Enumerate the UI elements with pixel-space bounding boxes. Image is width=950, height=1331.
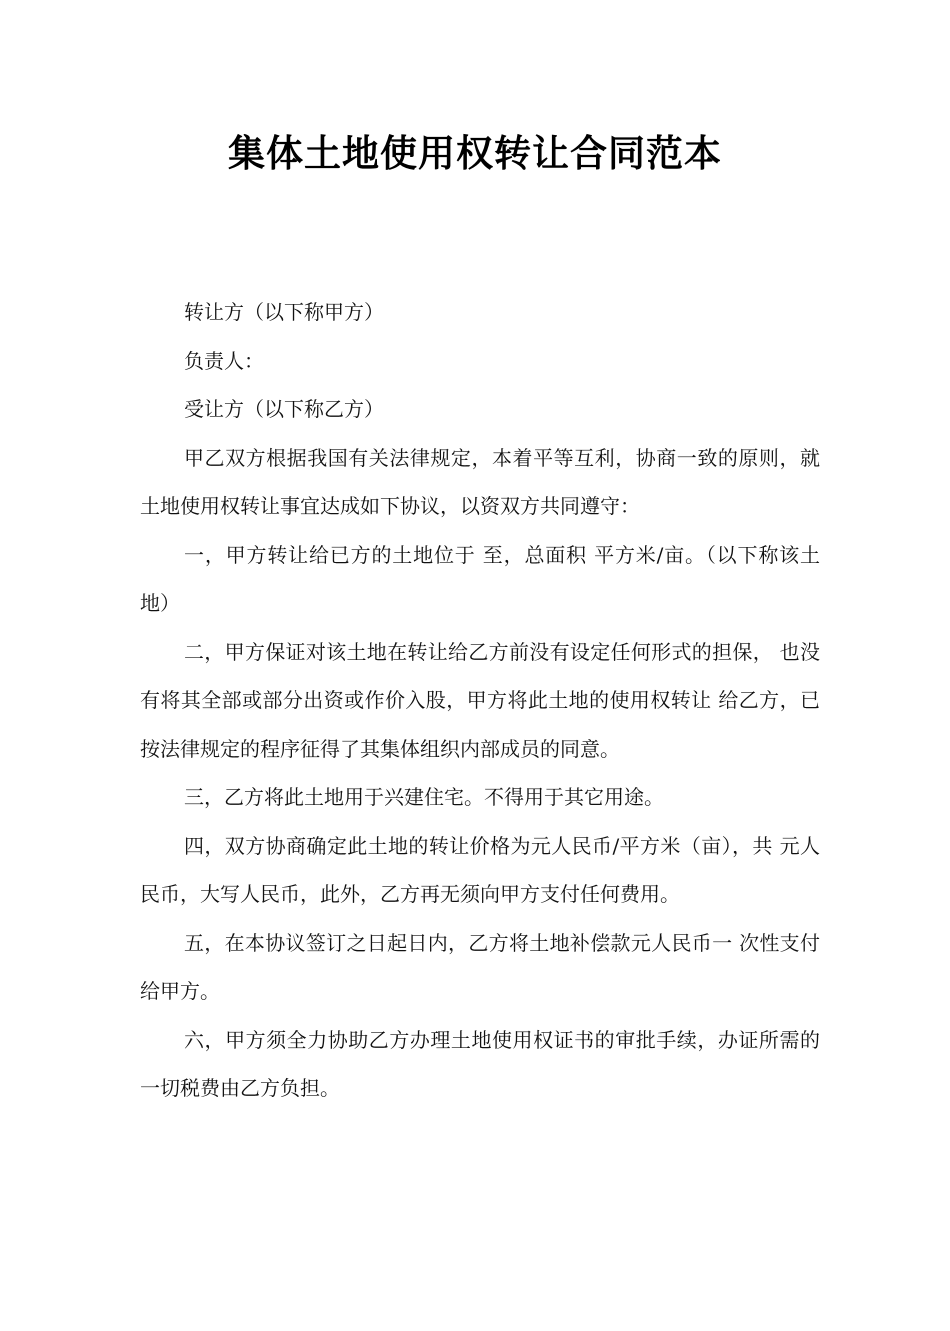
paragraph-preamble: 甲乙双方根据我国有关法律规定，本着平等互利，协商一致的原则，就土地使用权转让事宜达成如下协议，以资双方共同遵守：	[140, 445, 820, 518]
paragraph-transferee: 受让方（以下称乙方）	[184, 397, 384, 421]
clause-5: 五，在本协议签订之日起日内，乙方将土地补偿款元人民币一 次性支付给甲方。	[140, 930, 820, 1003]
clause-3: 三，乙方将此土地用于兴建住宅。不得用于其它用途。	[184, 785, 664, 809]
clause-4: 四，双方协商确定此土地的转让价格为元人民币/平方米（亩），共 元人民币，大写人民币，此外，乙方再无须向甲方支付任何费用。	[140, 833, 820, 906]
clause-1: 一，甲方转让给已方的土地位于 至，总面积 平方米/亩。（以下称该土地）	[140, 542, 820, 615]
clause-6: 六，甲方须全力协助乙方办理土地使用权证书的审批手续，办证所需的一切税费由乙方负担。	[140, 1027, 820, 1100]
paragraph-transferor: 转让方（以下称甲方）	[184, 300, 384, 324]
paragraph-responsible-person: 负责人：	[184, 348, 264, 373]
document-body	[140, 288, 820, 1113]
document-title: 集体土地使用权转让合同范本	[228, 132, 722, 175]
clause-2: 二，甲方保证对该土地在转让给乙方前没有设定任何形式的担保， 也没有将其全部或部分出资或作价入股，甲方将此土地的使用权转让 给乙方，已按法律规定的程序征得了其集体组织内部成员的同意。	[140, 639, 820, 761]
